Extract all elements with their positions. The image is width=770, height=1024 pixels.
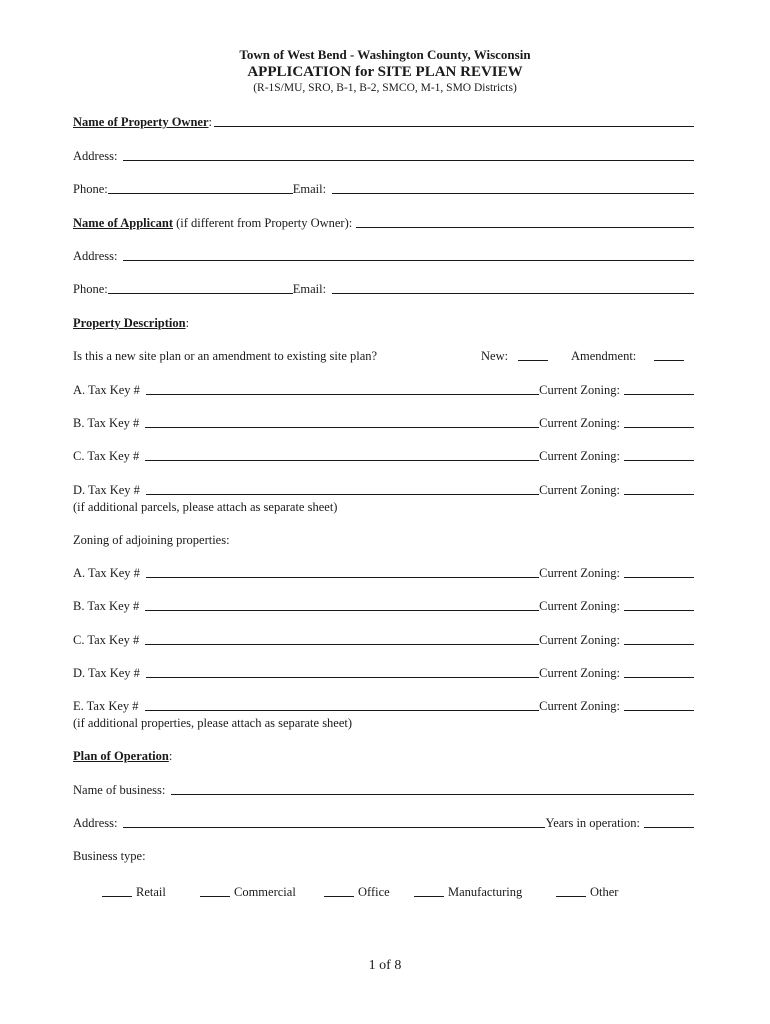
new-label: New: [481, 349, 509, 363]
header-town: Town of West Bend - Washington County, Wisconsin [239, 47, 531, 62]
tax-key-field[interactable] [145, 710, 540, 711]
current-zoning-field[interactable] [624, 644, 694, 645]
business-address-label: Address: [73, 816, 118, 830]
adjoining-heading: Zoning of adjoining properties: [73, 533, 230, 547]
tax-key-field[interactable] [145, 427, 539, 428]
parcel-tax-key-row [73, 414, 694, 432]
applicant-phone-label: Phone: [73, 282, 108, 296]
business-type-commercial[interactable] [200, 883, 296, 901]
form-title: APPLICATION for SITE PLAN REVIEW [247, 64, 523, 80]
business-address-field[interactable] [123, 827, 545, 828]
current-zoning-label: Current Zoning: [539, 599, 620, 613]
owner-address-label: Address: [73, 149, 118, 163]
tax-key-label: A. Tax Key # [73, 566, 140, 580]
tax-key-label: C. Tax Key # [73, 633, 140, 647]
current-zoning-label: Current Zoning: [539, 566, 620, 580]
page-number: 1 of 8 [368, 958, 402, 973]
business-address-row [73, 814, 694, 832]
applicant-contact-row [73, 280, 694, 298]
applicant-address-field[interactable] [123, 260, 694, 261]
business-type-options [0, 883, 770, 901]
years-field[interactable] [644, 827, 694, 828]
new-field[interactable] [518, 360, 548, 361]
owner-phone-field[interactable] [108, 193, 293, 194]
form-districts: (R-1S/MU, SRO, B-1, B-2, SMCO, M-1, SMO Districts) [253, 82, 517, 94]
parcels-note: (if additional parcels, please attach as separate sheet) [73, 500, 338, 514]
tax-key-label: A. Tax Key # [73, 383, 140, 397]
applicant-name-field[interactable] [356, 227, 694, 228]
business-type-retail[interactable] [102, 883, 166, 901]
applicant-phone-field[interactable] [108, 293, 293, 294]
parcel-tax-key-row [73, 381, 694, 399]
business-name-label: Name of business: [73, 783, 166, 797]
plan-type-question: Is this a new site plan or an amendment to existing site plan? [73, 349, 378, 363]
property-heading-row [73, 314, 694, 332]
office-label: Office [358, 885, 390, 899]
adjoining-tax-key-row [73, 697, 694, 715]
current-zoning-field[interactable] [624, 494, 694, 495]
tax-key-field[interactable] [145, 644, 539, 645]
owner-contact-row [73, 180, 694, 198]
years-label: Years in operation: [545, 816, 640, 830]
owner-phone-label: Phone: [73, 182, 108, 196]
office-blank[interactable] [324, 896, 354, 897]
parcel-tax-key-row [73, 447, 694, 465]
operation-heading: Plan of Operation [73, 749, 169, 763]
applicant-name-suffix: (if different from Property Owner): [173, 216, 353, 230]
tax-key-label: D. Tax Key # [73, 666, 140, 680]
tax-key-label: D. Tax Key # [73, 483, 140, 497]
current-zoning-field[interactable] [624, 460, 694, 461]
business-type-row [73, 847, 694, 865]
tax-key-field[interactable] [145, 460, 539, 461]
adjoining-tax-key-row [73, 631, 694, 649]
property-heading-colon: : [185, 316, 190, 330]
current-zoning-field[interactable] [624, 577, 694, 578]
owner-name-colon: : [208, 115, 212, 129]
commercial-blank[interactable] [200, 896, 230, 897]
tax-key-label: C. Tax Key # [73, 449, 140, 463]
adjoining-note: (if additional properties, please attach as separate sheet) [73, 716, 353, 730]
business-type-office[interactable] [324, 883, 390, 901]
retail-blank[interactable] [102, 896, 132, 897]
applicant-email-field[interactable] [332, 293, 694, 294]
current-zoning-field[interactable] [624, 610, 694, 611]
applicant-name-row [73, 214, 694, 232]
owner-email-field[interactable] [332, 193, 694, 194]
current-zoning-label: Current Zoning: [539, 383, 620, 397]
current-zoning-label: Current Zoning: [539, 666, 620, 680]
owner-address-row [73, 147, 694, 165]
current-zoning-field[interactable] [624, 394, 694, 395]
current-zoning-field[interactable] [624, 427, 694, 428]
tax-key-field[interactable] [146, 494, 539, 495]
owner-name-row [73, 113, 694, 131]
adjoining-tax-key-row [73, 564, 694, 582]
parcel-tax-key-row [73, 481, 694, 499]
plan-type-row [73, 347, 694, 365]
tax-key-field[interactable] [145, 610, 539, 611]
current-zoning-field[interactable] [624, 710, 694, 711]
tax-key-field[interactable] [146, 394, 539, 395]
amendment-label: Amendment: [571, 349, 637, 363]
manufacturing-blank[interactable] [414, 896, 444, 897]
applicant-name-label: Name of Applicant [73, 216, 173, 230]
applicant-email-label: Email: [292, 282, 327, 296]
owner-name-label: Name of Property Owner [73, 115, 209, 129]
business-name-row [73, 781, 694, 799]
retail-label: Retail [136, 885, 166, 899]
other-label: Other [590, 885, 619, 899]
business-name-field[interactable] [171, 794, 694, 795]
applicant-address-row [73, 247, 694, 265]
operation-heading-row [73, 747, 694, 765]
current-zoning-field[interactable] [624, 677, 694, 678]
current-zoning-label: Current Zoning: [539, 633, 620, 647]
manufacturing-label: Manufacturing [448, 885, 523, 899]
owner-name-field[interactable] [214, 126, 694, 127]
adjoining-tax-key-row [73, 664, 694, 682]
business-type-manufacturing[interactable] [414, 883, 522, 901]
operation-heading-colon: : [168, 749, 173, 763]
property-heading: Property Description [73, 316, 186, 330]
current-zoning-label: Current Zoning: [539, 483, 620, 497]
business-type-other[interactable] [556, 883, 618, 901]
current-zoning-label: Current Zoning: [539, 416, 620, 430]
tax-key-label: B. Tax Key # [73, 599, 140, 613]
adjoining-tax-key-row [73, 597, 694, 615]
tax-key-field[interactable] [146, 677, 539, 678]
amendment-field[interactable] [654, 360, 684, 361]
current-zoning-label: Current Zoning: [539, 449, 620, 463]
business-type-label: Business type: [73, 849, 146, 863]
tax-key-label: E. Tax Key # [73, 699, 139, 713]
adjoining-heading-row [73, 531, 694, 549]
current-zoning-label: Current Zoning: [539, 699, 620, 713]
owner-email-label: Email: [292, 182, 327, 196]
applicant-address-label: Address: [73, 249, 118, 263]
tax-key-field[interactable] [146, 577, 539, 578]
other-blank[interactable] [556, 896, 586, 897]
tax-key-label: B. Tax Key # [73, 416, 140, 430]
commercial-label: Commercial [234, 885, 296, 899]
owner-address-field[interactable] [123, 160, 694, 161]
